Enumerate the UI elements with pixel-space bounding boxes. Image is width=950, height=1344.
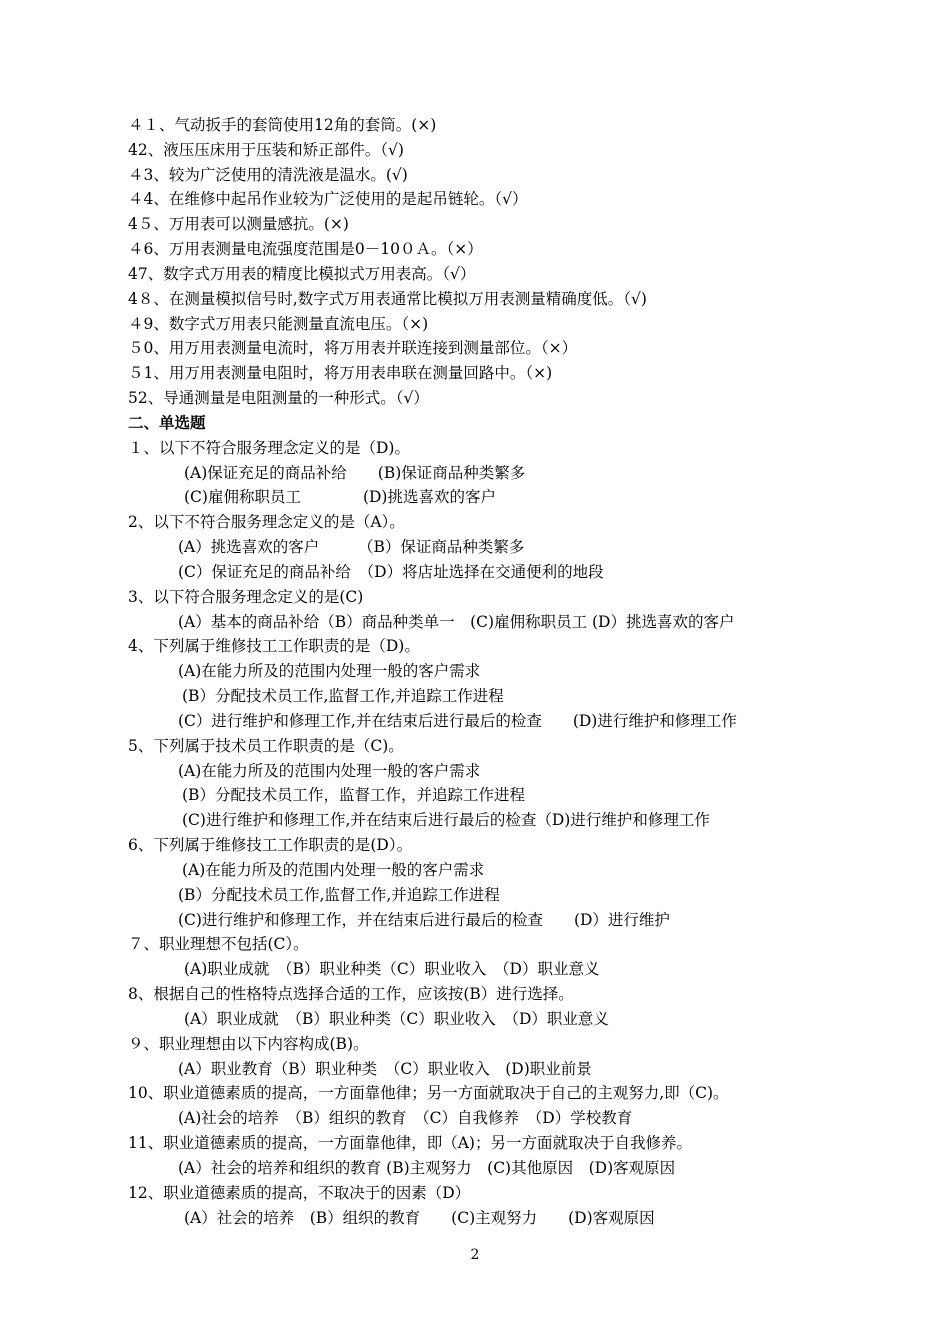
question-line: 3、以下符合服务理念定义的是(C) xyxy=(128,587,364,606)
question-line: 12、职业道德素质的提高，不取决于的因素（D） xyxy=(128,1183,471,1202)
option-line: (A)保证充足的商品补给 (B)保证商品种类繁多 xyxy=(184,463,526,482)
option-line: (C)进行维护和修理工作,并在结束后进行最后的检查（D)进行维护和修理工作 xyxy=(182,811,710,830)
option-line: (B）分配技术员工作,监督工作,并追踪工作进程 xyxy=(182,687,504,706)
question-line: 4５、万用表可以测量感抗。(×) xyxy=(128,215,349,234)
option-line: (A)在能力所及的范围内处理一般的客户需求 xyxy=(178,761,481,780)
option-line: (A）职业教育（B）职业种类 （C）职业收入 (D)职业前景 xyxy=(178,1059,592,1078)
question-line: １、以下不符合服务理念定义的是（D)。 xyxy=(128,438,410,457)
question-line: ４3、较为广泛使用的清洗液是温水。(√) xyxy=(128,165,408,184)
question-line: 42、液压压床用于压装和矫正部件。（√) xyxy=(128,140,404,159)
option-line: (A)在能力所及的范围内处理一般的客户需求 xyxy=(178,662,481,681)
option-line: (B）分配技术员工作，监督工作，并追踪工作进程 xyxy=(182,786,525,805)
question-line: ７、职业理想不包括(C）。 xyxy=(128,935,309,954)
question-line: ９、职业理想由以下内容构成(B)。 xyxy=(128,1034,369,1053)
option-line: (A）基本的商品补给（B）商品种类单一 (C)雇佣称职员工 (D）挑选喜欢的客户 xyxy=(178,612,735,631)
question-line: 6、下列属于维修技工工作职责的是(D）。 xyxy=(128,836,413,855)
question-line: ４１、气动扳手的套筒使用12角的套筒。(×) xyxy=(128,116,437,134)
option-line: (A）社会的培养 (B）组织的教育 (C)主观努力 (D)客观原因 xyxy=(184,1208,655,1227)
question-line: ４9、数字式万用表只能测量直流电压。（×) xyxy=(128,314,429,333)
option-line: (A）社会的培养和组织的教育 (B)主观努力 (C)其他原因 (D)客观原因 xyxy=(178,1158,676,1177)
question-line: ５0、用万用表测量电流时，将万用表并联连接到测量部位。（×） xyxy=(128,339,578,358)
question-line: 5、下列属于技术员工作职责的是（C)。 xyxy=(128,736,404,755)
question-line: ５1、用万用表测量电阻时，将万用表串联在测量回路中。（×) xyxy=(128,364,553,383)
question-line: 10、职业道德素质的提高，一方面靠他律；另一方面就取决于自己的主观努力,即（C)。 xyxy=(128,1084,729,1103)
option-line: (A）挑选喜欢的客户 （B）保证商品种类繁多 xyxy=(178,538,525,557)
option-line: (C）保证充足的商品补给 （D）将店址选择在交通便利的地段 xyxy=(178,562,604,581)
option-line: (C)进行维护和修理工作，并在结束后进行最后的检查 (D）进行维护 xyxy=(178,910,670,929)
question-line: ４4、在维修中起吊作业较为广泛使用的是起吊链轮。（√） xyxy=(128,190,528,209)
question-line: 47、数字式万用表的精度比模拟式万用表高。（√） xyxy=(128,264,476,283)
question-line: 2、以下不符合服务理念定义的是（A）。 xyxy=(128,513,405,532)
question-line: 11、职业道德素质的提高，一方面靠他律，即（A)；另一方面就取决于自我修养。 xyxy=(128,1134,692,1153)
question-line: 4、下列属于维修技工工作职责的是（D)。 xyxy=(128,637,420,656)
option-line: (A)职业成就 （B）职业种类（C）职业收入 （D）职业意义 xyxy=(184,960,600,979)
option-line: (C）进行维护和修理工作,并在结束后进行最后的检查 (D)进行维护和修理工作 xyxy=(178,711,737,730)
page-number: 2 xyxy=(470,1247,480,1263)
question-line: 4８、在测量模拟信号时,数字式万用表通常比模拟万用表测量精确度低。（√) xyxy=(128,289,647,308)
option-line: (C)雇佣称职员工 (D)挑选喜欢的客户 xyxy=(184,488,496,507)
option-line: (B）分配技术员工作,监督工作,并追踪工作进程 xyxy=(178,885,500,904)
question-line: ４6、万用表测量电流强度范围是0－10０Ａ。（×） xyxy=(128,240,483,259)
question-line: 8、根据自己的性格特点选择合适的工作，应该按(B）进行选择。 xyxy=(128,985,574,1004)
option-line: (A)社会的培养 （B）组织的教育 （C）自我修养 （D）学校教育 xyxy=(178,1109,633,1128)
option-line: (A）职业成就 （B）职业种类（C）职业收入 （D）职业意义 xyxy=(184,1009,609,1028)
question-line: 52、导通测量是电阻测量的一种形式。（√） xyxy=(128,389,429,408)
section-heading: 二、单选题 xyxy=(128,412,206,432)
option-line: (A)在能力所及的范围内处理一般的客户需求 xyxy=(182,860,485,879)
